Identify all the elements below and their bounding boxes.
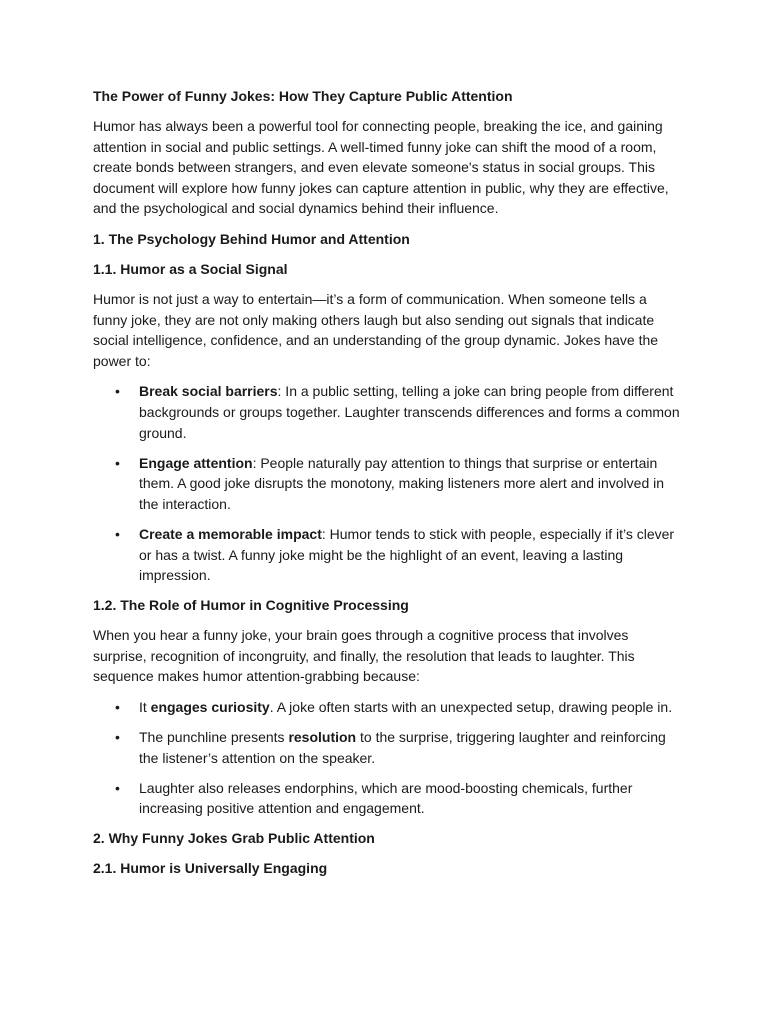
document-body	[93, 86, 683, 888]
section-1-heading: 1. The Psychology Behind Humor and Attention	[93, 230, 410, 247]
bullet-icon: •	[115, 729, 120, 746]
list-item-prefix: The punchline presents	[139, 729, 289, 746]
list-item-text: . A joke often starts with an unexpected setup, drawing people in.	[269, 698, 673, 715]
list-item-bold: Break social barriers	[139, 383, 278, 400]
list-item	[93, 524, 683, 586]
section-1-2-paragraph: When you hear a funny joke, your brain goes through a cognitive process that involves surprise, recognition of incongruity, and finally, the resolution that leads to laughter. This sequence makes humor attention-grabbing because:	[93, 627, 635, 685]
list-item-bold: resolution	[288, 729, 357, 746]
bullet-icon: •	[115, 525, 120, 542]
list-item-bold: engages curiosity	[150, 698, 270, 715]
bullet-icon: •	[115, 383, 120, 400]
list-item-text: : Humor tends to stick with people, especially if it’s clever or has a twist. A funny joke might be the highlight of an event, leaving a lasting impression.	[139, 525, 675, 584]
list-item-prefix: It	[139, 698, 151, 715]
list-item	[93, 381, 683, 443]
intro-paragraph: Humor has always been a powerful tool for connecting people, breaking the ice, and gaining attention in social and public settings. A well-timed funny joke can shift the mood of a room, create bonds between strangers, and even elevate someone's status in social groups. This document will explore how funny jokes can capture attention in public, why they are effective, and the psychological and social dynamics behind their influence.	[93, 118, 669, 217]
list-item	[93, 727, 683, 768]
bullet-icon: •	[115, 698, 120, 715]
list-item-bold: Create a memorable impact	[139, 525, 322, 542]
section-1-1-heading: 1.1. Humor as a Social Signal	[93, 260, 288, 277]
section-1-1-list	[93, 381, 683, 585]
list-item-text: : In a public setting, telling a joke can bring people from different backgrounds or groups together. Laughter transcends differences and forms a common ground.	[139, 383, 680, 441]
section-2-heading: 2. Why Funny Jokes Grab Public Attention	[93, 830, 375, 847]
list-item-text: to the surprise, triggering laughter and reinforcing the listener’s attention on the speaker.	[139, 729, 666, 766]
list-item-bold: Engage attention	[139, 454, 253, 471]
list-item	[93, 697, 683, 718]
bullet-icon: •	[115, 454, 120, 471]
section-1-1-paragraph: Humor is not just a way to entertain—it’s a form of communication. When someone tells a funny joke, they are not only making others laugh but also sending out signals that indicate social intelligence, confidence, and an understanding of the group dynamic. Jokes have the power to:	[93, 290, 659, 369]
list-item-text: : People naturally pay attention to things that surprise or entertain them. A good joke disrupts the monotony, making listeners more alert and involved in the interaction.	[139, 454, 665, 512]
list-item-text: Laughter also releases endorphins, which are mood-boosting chemicals, further increasing positive attention and engagement.	[139, 779, 633, 817]
bullet-icon: •	[115, 779, 120, 796]
list-item	[93, 453, 683, 515]
list-item	[93, 778, 683, 819]
section-1-2-list	[93, 697, 683, 819]
section-1-2-heading: 1.2. The Role of Humor in Cognitive Processing	[93, 597, 409, 614]
document-title: The Power of Funny Jokes: How They Capture Public Attention	[93, 88, 513, 104]
section-2-1-heading: 2.1. Humor is Universally Engaging	[93, 860, 328, 877]
